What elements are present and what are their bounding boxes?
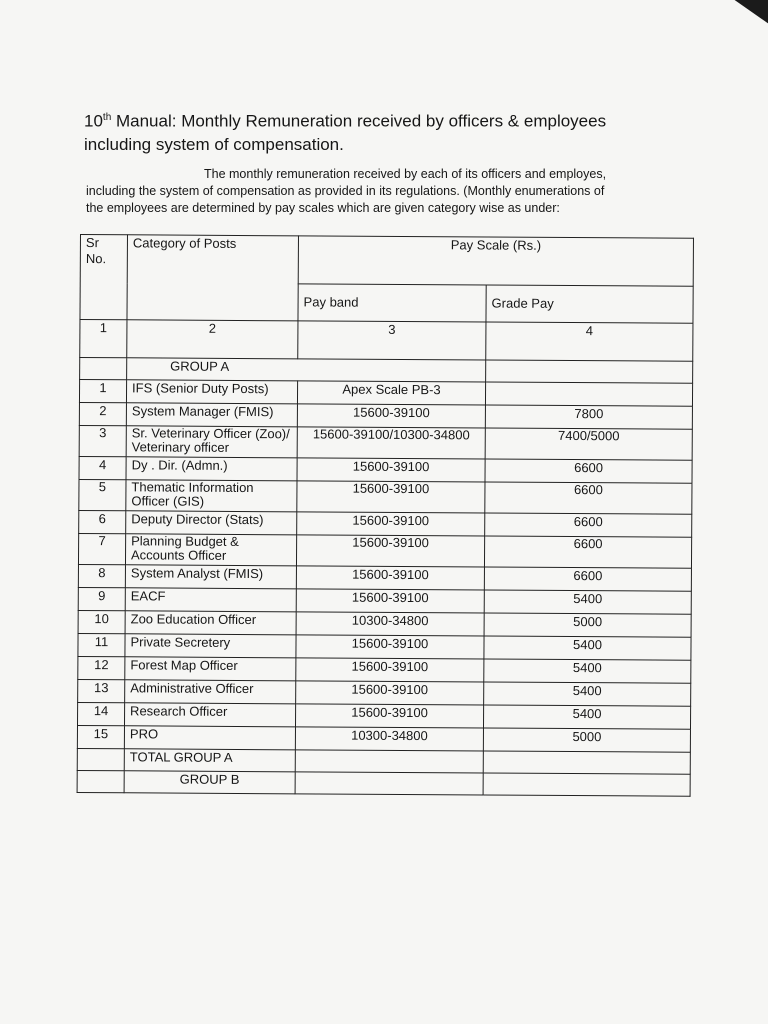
group-b-sr-cell <box>77 770 124 792</box>
row-sr-cell: 11 <box>78 633 125 656</box>
row-sr-cell: 6 <box>79 510 126 533</box>
row-post-cell: EACF <box>125 588 296 612</box>
header-grade-pay: Grade Pay <box>486 285 693 323</box>
row-post-cell: Zoo Education Officer <box>125 611 296 635</box>
total-band-cell <box>295 750 483 773</box>
group-b-text: GROUP B <box>179 771 240 787</box>
heading-prefix: 10 <box>84 111 103 131</box>
scan-edge-mark <box>664 0 768 37</box>
table-row <box>79 425 692 460</box>
row-grade-pay-cell: 6600 <box>485 459 692 483</box>
row-pay-band-cell: 15600-39100 <box>296 635 484 659</box>
row-grade-pay-cell: 6600 <box>484 567 691 591</box>
row-pay-band-cell: 15600-39100 <box>295 704 483 728</box>
header-pay-band: Pay band <box>298 284 486 322</box>
row-sr-cell: 12 <box>78 656 125 679</box>
table-row <box>78 533 691 568</box>
intro-line-2: including the system of compensation as provided in its regulations. (Monthly enumerations of <box>86 184 605 198</box>
row-sr-cell: 13 <box>78 679 125 702</box>
header-sr: Sr <box>85 235 99 251</box>
row-pay-band-cell: 15600-39100 <box>296 535 484 567</box>
row-grade-pay-cell: 6600 <box>485 513 692 537</box>
row-pay-band-cell: 15600-39100/10300-34800 <box>297 427 485 459</box>
row-grade-pay-cell: 5400 <box>484 659 691 683</box>
row-grade-pay-cell: 5400 <box>484 682 691 706</box>
total-grade-cell <box>483 751 690 774</box>
group-b-row <box>77 770 690 796</box>
row-sr-cell: 4 <box>79 456 126 479</box>
group-b-grade-cell <box>483 773 690 796</box>
row-post-cell: Dy . Dir. (Admn.) <box>126 457 297 481</box>
row-grade-pay-cell: 5400 <box>484 636 691 660</box>
row-grade-pay-cell: 6600 <box>485 482 692 514</box>
row-sr-cell: 8 <box>78 564 125 587</box>
row-pay-band-cell: 15600-39100 <box>296 681 484 705</box>
row-post-cell: System Manager (FMIS) <box>126 403 297 427</box>
row-pay-band-cell: 15600-39100 <box>296 589 484 613</box>
row-post-cell: Deputy Director (Stats) <box>126 511 297 535</box>
row-sr-cell: 1 <box>79 380 126 403</box>
row-post-cell: Thematic Information Officer (GIS) <box>126 480 297 512</box>
column-number-4: 4 <box>486 322 693 361</box>
row-pay-band-cell: Apex Scale PB-3 <box>297 381 485 405</box>
group-a-text: GROUP A <box>170 358 230 374</box>
row-grade-pay-cell: 5400 <box>484 590 691 614</box>
row-post-cell: Planning Budget & Accounts Officer <box>125 534 296 566</box>
row-pay-band-cell: 10300-34800 <box>295 727 483 751</box>
group-b-label <box>124 771 295 794</box>
intro-line-1: The monthly remuneration received by each of its officers and employes, <box>204 167 607 181</box>
row-grade-pay-cell: 5000 <box>483 728 690 752</box>
header-sr-no <box>80 235 128 320</box>
header-pay-scale: Pay Scale (Rs.) <box>298 236 693 286</box>
row-pay-band-cell: 15600-39100 <box>296 658 484 682</box>
total-group-a-label: TOTAL GROUP A <box>124 749 295 772</box>
page-heading <box>84 106 684 156</box>
row-grade-pay-cell: 5400 <box>483 705 690 729</box>
row-grade-pay-cell: 6600 <box>484 536 691 568</box>
row-pay-band-cell: 15600-39100 <box>297 481 485 513</box>
row-sr-cell: 9 <box>78 587 125 610</box>
row-pay-band-cell: 15600-39100 <box>297 458 485 482</box>
row-sr-cell: 3 <box>79 425 126 456</box>
pay-scale-table <box>77 234 694 797</box>
column-number-row <box>80 320 693 362</box>
total-sr-cell <box>77 748 124 770</box>
column-number-1: 1 <box>80 320 127 358</box>
row-sr-cell: 14 <box>77 702 124 725</box>
row-sr-cell: 7 <box>78 533 125 564</box>
row-grade-pay-cell: 7400/5000 <box>485 428 692 460</box>
table-row <box>79 479 692 514</box>
row-post-cell: Research Officer <box>124 703 295 727</box>
heading-line-1: Manual: Monthly Remuneration received by officers & employees <box>111 111 607 131</box>
group-a-label <box>127 358 486 382</box>
heading-line-2: including system of compensation. <box>84 134 344 154</box>
row-post-cell: PRO <box>124 726 295 750</box>
row-sr-cell: 2 <box>79 402 126 425</box>
row-sr-cell: 10 <box>78 610 125 633</box>
row-grade-pay-cell: 5000 <box>484 613 691 637</box>
table-header-row <box>80 235 693 287</box>
row-grade-pay-cell <box>485 382 692 406</box>
row-post-cell: Sr. Veterinary Officer (Zoo)/ Veterinary officer <box>126 426 297 458</box>
row-post-cell: Administrative Officer <box>125 680 296 704</box>
group-b-band-cell <box>295 772 483 795</box>
heading-superscript: th <box>102 112 112 123</box>
row-grade-pay-cell: 7800 <box>485 405 692 429</box>
row-post-cell: Forest Map Officer <box>125 657 296 681</box>
row-pay-band-cell: 15600-39100 <box>296 566 484 590</box>
header-no: No. <box>85 251 107 267</box>
intro-line-3: the employees are determined by pay scales which are given category wise as under: <box>86 201 560 215</box>
row-post-cell: Private Secretery <box>125 634 296 658</box>
row-sr-cell: 5 <box>79 479 126 510</box>
group-a-sr-cell <box>80 358 127 380</box>
row-post-cell: IFS (Senior Duty Posts) <box>126 380 297 404</box>
row-pay-band-cell: 15600-39100 <box>297 404 485 428</box>
group-a-empty <box>486 360 693 383</box>
row-pay-band-cell: 15600-39100 <box>297 512 485 536</box>
row-pay-band-cell: 10300-34800 <box>296 612 484 636</box>
row-post-cell: System Analyst (FMIS) <box>125 565 296 589</box>
row-sr-cell: 15 <box>77 725 124 748</box>
column-number-2: 2 <box>127 320 298 359</box>
column-number-3: 3 <box>298 321 486 360</box>
intro-paragraph <box>86 166 686 217</box>
header-category: Category of Posts <box>127 235 299 321</box>
